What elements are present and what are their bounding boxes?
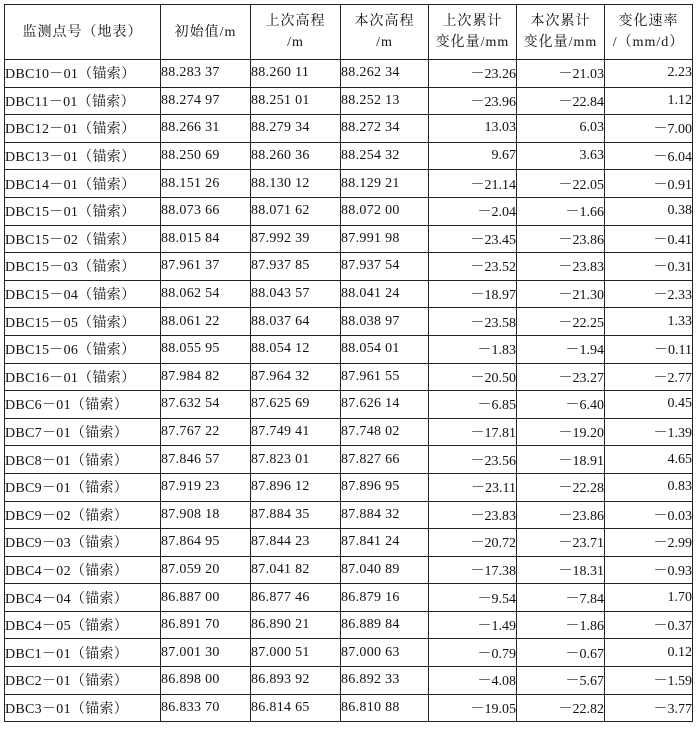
current-cumulative-change-cell: －22.84 xyxy=(517,87,605,115)
change-rate-cell: －3.77 xyxy=(605,694,693,722)
initial-value-cell: 86.891 70 xyxy=(161,611,251,639)
current-elevation-cell: 86.889 84 xyxy=(341,611,429,639)
table-row xyxy=(5,60,693,88)
last-elevation-cell: 87.964 32 xyxy=(251,363,341,391)
current-cumulative-change-cell: －0.67 xyxy=(517,639,605,667)
point-id-cell: DBC15－05（锚索） xyxy=(5,308,161,336)
last-elevation-cell: 87.749 41 xyxy=(251,418,341,446)
last-cumulative-change-cell: －1.83 xyxy=(429,335,517,363)
last-cumulative-change-cell: －4.08 xyxy=(429,667,517,695)
point-id-cell: DBC11－01（锚索） xyxy=(5,87,161,115)
change-rate-cell: －0.91 xyxy=(605,170,693,198)
last-cumulative-change-cell: －23.56 xyxy=(429,446,517,474)
table-row xyxy=(5,115,693,143)
table-row xyxy=(5,308,693,336)
table-row xyxy=(5,142,693,170)
header-current-cumulative-change: 本次累计 变化量/mm xyxy=(517,5,605,60)
point-id-cell: DBC15－03（锚索） xyxy=(5,253,161,281)
current-cumulative-change-cell: －18.91 xyxy=(517,446,605,474)
header-current-elevation: 本次高程 /m xyxy=(341,5,429,60)
table-row xyxy=(5,639,693,667)
current-cumulative-change-cell: －7.84 xyxy=(517,584,605,612)
last-cumulative-change-cell: －23.45 xyxy=(429,225,517,253)
current-cumulative-change-cell: －19.20 xyxy=(517,418,605,446)
current-elevation-cell: 86.892 33 xyxy=(341,667,429,695)
point-id-cell: DBC14－01（锚索） xyxy=(5,170,161,198)
header-row xyxy=(5,5,693,60)
last-elevation-cell: 87.625 69 xyxy=(251,391,341,419)
current-elevation-cell: 88.038 97 xyxy=(341,308,429,336)
header-last-elevation: 上次高程 /m xyxy=(251,5,341,60)
initial-value-cell: 88.151 26 xyxy=(161,170,251,198)
last-elevation-cell: 86.890 21 xyxy=(251,611,341,639)
last-cumulative-change-cell: －9.54 xyxy=(429,584,517,612)
change-rate-cell: 0.83 xyxy=(605,473,693,501)
current-elevation-cell: 88.072 00 xyxy=(341,197,429,225)
point-id-cell: DBC9－03（锚索） xyxy=(5,529,161,557)
last-elevation-cell: 87.992 39 xyxy=(251,225,341,253)
point-id-cell: DBC4－04（锚索） xyxy=(5,584,161,612)
change-rate-cell: －2.33 xyxy=(605,280,693,308)
table-row xyxy=(5,473,693,501)
change-rate-cell: 1.70 xyxy=(605,584,693,612)
point-id-cell: DBC12－01（锚索） xyxy=(5,115,161,143)
change-rate-cell: 1.33 xyxy=(605,308,693,336)
header-last-cumulative-change: 上次累计 变化量/mm xyxy=(429,5,517,60)
table-row xyxy=(5,446,693,474)
point-id-cell: DBC15－02（锚索） xyxy=(5,225,161,253)
table-body xyxy=(5,60,693,722)
change-rate-cell: －0.31 xyxy=(605,253,693,281)
initial-value-cell: 87.919 23 xyxy=(161,473,251,501)
current-cumulative-change-cell: －22.82 xyxy=(517,694,605,722)
initial-value-cell: 88.055 95 xyxy=(161,335,251,363)
current-elevation-cell: 88.054 01 xyxy=(341,335,429,363)
table-row xyxy=(5,584,693,612)
last-elevation-cell: 88.279 34 xyxy=(251,115,341,143)
last-cumulative-change-cell: 13.03 xyxy=(429,115,517,143)
change-rate-cell: 0.12 xyxy=(605,639,693,667)
last-cumulative-change-cell: －6.85 xyxy=(429,391,517,419)
last-elevation-cell: 87.000 51 xyxy=(251,639,341,667)
initial-value-cell: 88.015 84 xyxy=(161,225,251,253)
current-cumulative-change-cell: －5.67 xyxy=(517,667,605,695)
current-elevation-cell: 87.961 55 xyxy=(341,363,429,391)
change-rate-cell: 0.38 xyxy=(605,197,693,225)
last-elevation-cell: 87.884 35 xyxy=(251,501,341,529)
current-cumulative-change-cell: －23.86 xyxy=(517,501,605,529)
current-elevation-cell: 87.000 63 xyxy=(341,639,429,667)
last-cumulative-change-cell: －23.26 xyxy=(429,60,517,88)
change-rate-cell: －7.00 xyxy=(605,115,693,143)
current-cumulative-change-cell: －22.25 xyxy=(517,308,605,336)
last-cumulative-change-cell: －19.05 xyxy=(429,694,517,722)
initial-value-cell: 88.061 22 xyxy=(161,308,251,336)
current-elevation-cell: 87.626 14 xyxy=(341,391,429,419)
current-elevation-cell: 87.991 98 xyxy=(341,225,429,253)
point-id-cell: DBC3－01（锚索） xyxy=(5,694,161,722)
point-id-cell: DBC2－01（锚索） xyxy=(5,667,161,695)
table-row xyxy=(5,611,693,639)
change-rate-cell: －0.41 xyxy=(605,225,693,253)
current-elevation-cell: 86.879 16 xyxy=(341,584,429,612)
point-id-cell: DBC4－02（锚索） xyxy=(5,556,161,584)
change-rate-cell: －1.59 xyxy=(605,667,693,695)
table-row xyxy=(5,556,693,584)
last-elevation-cell: 88.054 12 xyxy=(251,335,341,363)
table-row xyxy=(5,529,693,557)
initial-value-cell: 87.908 18 xyxy=(161,501,251,529)
last-elevation-cell: 88.071 62 xyxy=(251,197,341,225)
header-initial-value: 初始值/m xyxy=(161,5,251,60)
current-cumulative-change-cell: －18.31 xyxy=(517,556,605,584)
point-id-cell: DBC9－02（锚索） xyxy=(5,501,161,529)
current-elevation-cell: 88.272 34 xyxy=(341,115,429,143)
change-rate-cell: 1.12 xyxy=(605,87,693,115)
change-rate-cell: －2.77 xyxy=(605,363,693,391)
last-cumulative-change-cell: －23.11 xyxy=(429,473,517,501)
header-change-rate: 变化速率 /（mm/d） xyxy=(605,5,693,60)
table-row xyxy=(5,280,693,308)
current-cumulative-change-cell: －22.28 xyxy=(517,473,605,501)
table-row xyxy=(5,667,693,695)
last-elevation-cell: 88.043 57 xyxy=(251,280,341,308)
current-elevation-cell: 87.896 95 xyxy=(341,473,429,501)
table-row xyxy=(5,694,693,722)
change-rate-cell: 0.45 xyxy=(605,391,693,419)
last-elevation-cell: 86.877 46 xyxy=(251,584,341,612)
current-elevation-cell: 87.841 24 xyxy=(341,529,429,557)
last-elevation-cell: 87.844 23 xyxy=(251,529,341,557)
last-elevation-cell: 88.037 64 xyxy=(251,308,341,336)
initial-value-cell: 88.062 54 xyxy=(161,280,251,308)
current-cumulative-change-cell: 6.03 xyxy=(517,115,605,143)
initial-value-cell: 87.984 82 xyxy=(161,363,251,391)
change-rate-cell: －0.11 xyxy=(605,335,693,363)
table-row xyxy=(5,501,693,529)
current-cumulative-change-cell: －23.27 xyxy=(517,363,605,391)
initial-value-cell: 87.961 37 xyxy=(161,253,251,281)
last-cumulative-change-cell: 9.67 xyxy=(429,142,517,170)
change-rate-cell: －0.37 xyxy=(605,611,693,639)
change-rate-cell: －0.03 xyxy=(605,501,693,529)
current-cumulative-change-cell: －6.40 xyxy=(517,391,605,419)
last-elevation-cell: 86.893 92 xyxy=(251,667,341,695)
point-id-cell: DBC15－04（锚索） xyxy=(5,280,161,308)
initial-value-cell: 87.846 57 xyxy=(161,446,251,474)
point-id-cell: DBC15－01（锚索） xyxy=(5,197,161,225)
current-elevation-cell: 88.254 32 xyxy=(341,142,429,170)
point-id-cell: DBC9－01（锚索） xyxy=(5,473,161,501)
settlement-monitoring-table xyxy=(4,4,693,722)
initial-value-cell: 88.283 37 xyxy=(161,60,251,88)
last-elevation-cell: 86.814 65 xyxy=(251,694,341,722)
initial-value-cell: 87.632 54 xyxy=(161,391,251,419)
last-elevation-cell: 88.251 01 xyxy=(251,87,341,115)
table-row xyxy=(5,391,693,419)
initial-value-cell: 87.059 20 xyxy=(161,556,251,584)
initial-value-cell: 86.898 00 xyxy=(161,667,251,695)
point-id-cell: DBC6－01（锚索） xyxy=(5,391,161,419)
monitoring-data-sheet xyxy=(4,4,692,722)
point-id-cell: DBC13－01（锚索） xyxy=(5,142,161,170)
last-elevation-cell: 87.041 82 xyxy=(251,556,341,584)
change-rate-cell: 4.65 xyxy=(605,446,693,474)
last-cumulative-change-cell: －23.96 xyxy=(429,87,517,115)
current-cumulative-change-cell: －1.66 xyxy=(517,197,605,225)
initial-value-cell: 87.767 22 xyxy=(161,418,251,446)
current-cumulative-change-cell: －23.71 xyxy=(517,529,605,557)
last-cumulative-change-cell: －21.14 xyxy=(429,170,517,198)
current-cumulative-change-cell: －23.83 xyxy=(517,253,605,281)
table-row xyxy=(5,197,693,225)
initial-value-cell: 87.864 95 xyxy=(161,529,251,557)
last-cumulative-change-cell: －23.83 xyxy=(429,501,517,529)
current-cumulative-change-cell: －1.86 xyxy=(517,611,605,639)
point-id-cell: DBC7－01（锚索） xyxy=(5,418,161,446)
point-id-cell: DBC1－01（锚索） xyxy=(5,639,161,667)
current-elevation-cell: 87.884 32 xyxy=(341,501,429,529)
point-id-cell: DBC10－01（锚索） xyxy=(5,60,161,88)
initial-value-cell: 88.250 69 xyxy=(161,142,251,170)
current-elevation-cell: 87.827 66 xyxy=(341,446,429,474)
last-elevation-cell: 87.896 12 xyxy=(251,473,341,501)
last-elevation-cell: 88.130 12 xyxy=(251,170,341,198)
table-row xyxy=(5,363,693,391)
initial-value-cell: 86.833 70 xyxy=(161,694,251,722)
last-cumulative-change-cell: －18.97 xyxy=(429,280,517,308)
last-cumulative-change-cell: －23.52 xyxy=(429,253,517,281)
last-cumulative-change-cell: －2.04 xyxy=(429,197,517,225)
point-id-cell: DBC15－06（锚索） xyxy=(5,335,161,363)
current-cumulative-change-cell: －22.05 xyxy=(517,170,605,198)
change-rate-cell: －0.93 xyxy=(605,556,693,584)
current-cumulative-change-cell: －21.03 xyxy=(517,60,605,88)
last-cumulative-change-cell: －17.38 xyxy=(429,556,517,584)
table-row xyxy=(5,87,693,115)
current-elevation-cell: 87.748 02 xyxy=(341,418,429,446)
last-cumulative-change-cell: －0.79 xyxy=(429,639,517,667)
table-row xyxy=(5,418,693,446)
current-elevation-cell: 86.810 88 xyxy=(341,694,429,722)
current-elevation-cell: 88.129 21 xyxy=(341,170,429,198)
current-cumulative-change-cell: －1.94 xyxy=(517,335,605,363)
last-cumulative-change-cell: －1.49 xyxy=(429,611,517,639)
last-cumulative-change-cell: －20.72 xyxy=(429,529,517,557)
initial-value-cell: 86.887 00 xyxy=(161,584,251,612)
initial-value-cell: 88.266 31 xyxy=(161,115,251,143)
point-id-cell: DBC8－01（锚索） xyxy=(5,446,161,474)
initial-value-cell: 88.073 66 xyxy=(161,197,251,225)
point-id-cell: DBC16－01（锚索） xyxy=(5,363,161,391)
table-header xyxy=(5,5,693,60)
last-elevation-cell: 87.823 01 xyxy=(251,446,341,474)
current-elevation-cell: 88.252 13 xyxy=(341,87,429,115)
table-row xyxy=(5,170,693,198)
table-row xyxy=(5,253,693,281)
last-elevation-cell: 88.260 11 xyxy=(251,60,341,88)
table-row xyxy=(5,225,693,253)
table-row xyxy=(5,335,693,363)
change-rate-cell: －6.04 xyxy=(605,142,693,170)
last-elevation-cell: 88.260 36 xyxy=(251,142,341,170)
header-point-id: 监测点号（地表） xyxy=(5,5,161,60)
initial-value-cell: 87.001 30 xyxy=(161,639,251,667)
current-cumulative-change-cell: 3.63 xyxy=(517,142,605,170)
change-rate-cell: －2.99 xyxy=(605,529,693,557)
change-rate-cell: 2.23 xyxy=(605,60,693,88)
current-elevation-cell: 87.937 54 xyxy=(341,253,429,281)
current-elevation-cell: 88.262 34 xyxy=(341,60,429,88)
initial-value-cell: 88.274 97 xyxy=(161,87,251,115)
current-elevation-cell: 88.041 24 xyxy=(341,280,429,308)
change-rate-cell: －1.39 xyxy=(605,418,693,446)
current-elevation-cell: 87.040 89 xyxy=(341,556,429,584)
last-elevation-cell: 87.937 85 xyxy=(251,253,341,281)
current-cumulative-change-cell: －23.86 xyxy=(517,225,605,253)
current-cumulative-change-cell: －21.30 xyxy=(517,280,605,308)
last-cumulative-change-cell: －17.81 xyxy=(429,418,517,446)
point-id-cell: DBC4－05（锚索） xyxy=(5,611,161,639)
last-cumulative-change-cell: －20.50 xyxy=(429,363,517,391)
last-cumulative-change-cell: －23.58 xyxy=(429,308,517,336)
